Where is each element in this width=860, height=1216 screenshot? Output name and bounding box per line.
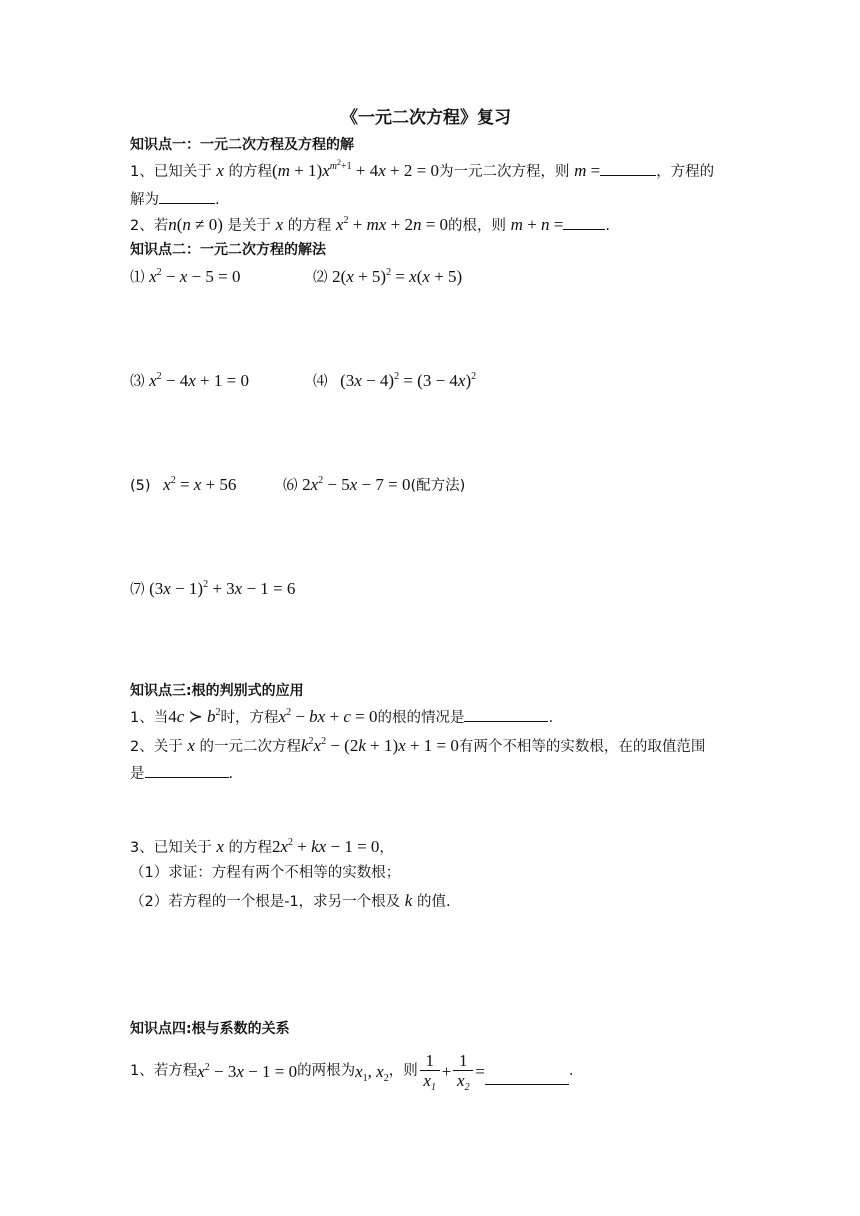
s3-question1: 1、当4c ≻ $b^2$时，方程$x^2$ − bx + c = 0的根的情况是 . [130, 707, 554, 726]
s4-question1: 1、若方程 $x^2 - 3x - 1 = 0$ 的两根为 $x_1$, $x_2$ ，则 $\frac{1}{x_1}$ + $\frac{1}{x_2}$ = . [130, 1051, 574, 1093]
s3-question3: 3、已知关于 x 的方程$2x^2$ + kx − 1 = 0， [130, 837, 394, 856]
s4q1-roots: $x_1$, $x_2$ [355, 1062, 389, 1084]
s1-question1-line2: 解为 . [130, 192, 220, 208]
s3q1-equation: $x^2$ − bx + c = 0 [278, 707, 378, 726]
problem-6 [283, 476, 465, 494]
s1q1-text-b: 的方程 [228, 164, 272, 180]
page-title: 《一元二次方程》复习 [341, 108, 511, 128]
problem-6-note: (配方法) [410, 478, 466, 494]
s3q3-text-b: 的方程 [228, 840, 272, 856]
problem-1-label: ⑴ [130, 270, 145, 286]
s3q2-text-b: 的一元二次方程 [199, 739, 301, 755]
problem-7-equation: $(3x - 1)^2 + 3x - 1 = 6$ [149, 579, 296, 598]
s4q1-fraction-2: $\frac{1}{x_2}$ [453, 1052, 473, 1091]
s3q3-var-k: k [404, 891, 413, 910]
problem-4-label: ⑷ [313, 374, 328, 390]
s1q1-blank-solution [159, 191, 215, 204]
problem-5-label: (5) [130, 478, 151, 494]
problem-3-equation: $x^2 - 4x + 1 = 0$ [149, 371, 249, 390]
s4q1-text-b: 的两根为 [297, 1063, 356, 1080]
s4q1-blank [485, 1072, 569, 1085]
s1q2-text-a: 2、若 [130, 218, 169, 234]
s3q2-line2-text: 是 [130, 766, 145, 782]
s3q3-equation: $2x^2$ + kx − 1 = 0 [272, 837, 380, 856]
problem-6-label: ⑹ [283, 478, 298, 494]
s1q1-line2-text: 解为 [130, 192, 159, 208]
s1q1-var-x: x [216, 161, 224, 180]
s3q2-equation: $k^2x^2 - (2k + 1)x + 1 = 0$ [301, 736, 459, 755]
problem-2-equation: $2(x + 5)^2 = x(x + 5)$ [332, 267, 463, 286]
s3q3-var-x: x [216, 837, 224, 856]
s3q1-text-b: 时，方程 [220, 710, 279, 726]
s3q1-text-a: 1、当 [130, 710, 169, 726]
problem-4-equation: $(3x - 4)^2 = (3 - 4x)^2$ [340, 371, 477, 390]
s1q2-blank [563, 217, 605, 230]
s1-question1-line1 [130, 158, 715, 180]
s4q1-fraction-1: $\frac{1}{x_1}$ [420, 1052, 440, 1091]
problem-2-label: ⑵ [313, 270, 328, 286]
s3q2-text-c: 有两个不相等的实数根，在的取值范围 [458, 739, 706, 755]
s4q1-plus: + [441, 1062, 452, 1081]
s3-question2-line2: 是 . [130, 766, 234, 782]
problem-6-equation: $2x^2 - 5x - 7 = 0$ [302, 475, 411, 494]
s3q1-text-c: 的根的情况是 [377, 710, 465, 726]
s3q1-blank [464, 709, 548, 722]
problem-5 [130, 476, 236, 494]
s1q1-blank-m [600, 163, 656, 176]
problem-5-equation: $x^2 = x + 56$ [163, 475, 237, 494]
problem-2 [313, 268, 462, 286]
problem-7 [130, 580, 295, 598]
problem-4 [313, 372, 476, 390]
s1q1-text-a: 1、已知关于 [130, 164, 212, 180]
s3q2-text-a: 2、关于 [130, 739, 183, 755]
s3q3-sub2-text-a: （2）若方程的一个根是-1，求另一个根及 [130, 894, 401, 910]
s1-question2: 2、若n(n ≠ 0) 是关于 x 的方程 $x^2$ + mx + 2n = 0的根，则 m + n = . [130, 215, 610, 234]
s1q1-text-d: ，方程的 [656, 164, 715, 180]
s1q2-var-x: x [275, 215, 284, 234]
problem-1 [130, 268, 240, 286]
s4q1-text-c: ，则 [388, 1063, 418, 1080]
s1q2-expression: m + n = [510, 215, 564, 234]
section3-heading: 知识点三:根的判别式的应用 [130, 683, 304, 699]
s3q1-condition: 4c ≻ $b^2$ [168, 707, 221, 726]
problem-3 [130, 372, 249, 390]
section1-heading: 知识点一：一元二次方程及方程的解 [130, 137, 354, 153]
s4q1-equals: = [475, 1062, 485, 1081]
s1q2-text-b: 是关于 [227, 218, 272, 234]
problem-3-label: ⑶ [130, 374, 145, 390]
s3q3-sub2-text-b: 的值. [416, 894, 451, 910]
s1q2-equation: $x^2$ + mx + 2n = 0 [335, 215, 449, 234]
problem-1-equation: $x^2 - x - 5 = 0$ [149, 267, 241, 286]
s1q1-var-m: m = [574, 161, 601, 180]
s3q3-text-a: 3、已知关于 [130, 840, 212, 856]
section4-heading: 知识点四:根与系数的关系 [130, 1021, 290, 1037]
s1q2-text-c: 的方程 [287, 218, 332, 234]
section2-heading: 知识点二：一元二次方程的解法 [130, 242, 326, 258]
s4q1-equation: $x^2 - 3x - 1 = 0$ [197, 1062, 298, 1081]
s1q2-text-d: 的根，则 [448, 218, 507, 234]
problem-7-label: ⑺ [130, 582, 145, 598]
s1q2-condition: n(n ≠ 0) [168, 215, 223, 234]
s3q2-var-x: x [187, 736, 195, 755]
s3-question3-sub2 [130, 892, 451, 910]
s1q1-text-c: 为一元二次方程，则 [438, 164, 570, 180]
s3q2-blank [145, 765, 229, 778]
s1q1-equation: $(m + 1)x^{m^2+1} + 4x + 2 = 0$ [272, 158, 439, 180]
s4q1-text-a: 1、若方程 [130, 1063, 198, 1080]
s3q3-sub1: （1）求证：方程有两个不相等的实数根； [130, 865, 401, 881]
s3-question2-line1 [130, 737, 705, 755]
